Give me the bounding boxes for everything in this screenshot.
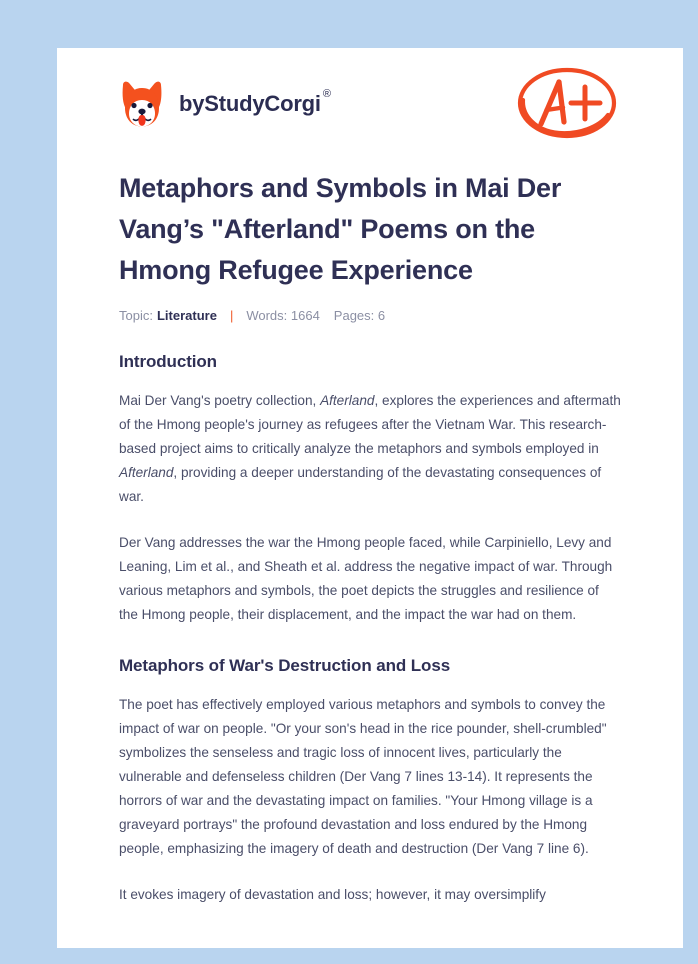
paragraph-text: , providing a deeper understanding of the devastating consequences of war. [119, 465, 602, 504]
body-paragraph [119, 509, 621, 627]
body-paragraph [119, 372, 621, 509]
document-meta [119, 308, 621, 323]
paragraph-text: It evokes imagery of devastation and loss; however, it may oversimplify [119, 887, 546, 902]
body-paragraph [119, 861, 621, 907]
meta-topic-label: Topic: [119, 308, 153, 323]
meta-topic-value[interactable]: Literature [156, 308, 217, 323]
paragraph-text: Mai Der Vang's poetry collection, [119, 393, 321, 408]
meta-separator: | [229, 308, 234, 323]
paragraph-text: Der Vang addresses the war the Hmong people faced, while Carpiniello, Levy and Leaning, Lim et al., and Sheath et al. address the negative impact of war. Through various metaphors and symbols, the poet depicts the struggles and resilience of the Hmong people, their displacement, and the impact the war had on them. [119, 535, 613, 622]
emphasis-text: Afterland [119, 465, 174, 480]
page-title: Metaphors and Symbols in Mai Der Vang’s "Afterland" Poems on the Hmong Refugee Experience [119, 173, 562, 285]
emphasis-text: Afterland [320, 393, 375, 408]
brand-title [179, 88, 331, 117]
meta-pages: Pages: 6 [333, 308, 386, 323]
section-heading: Introduction [119, 352, 217, 371]
section-heading: Metaphors of War's Destruction and Loss [119, 656, 451, 675]
registered-trademark-icon: ® [322, 88, 331, 100]
document-body [119, 323, 621, 907]
paragraph-text: , explores the experiences and aftermath of the Hmong people's journey as refugees after the Vietnam War. This research-based project aims to critically analyze the metaphors and symbols employed in [119, 393, 621, 456]
corgi-logo-icon [119, 80, 165, 128]
body-paragraph [119, 676, 621, 861]
meta-words: Words: 1664 [246, 308, 320, 323]
document-header [119, 48, 621, 152]
brand-name: StudyCorgi [204, 91, 321, 116]
document-page [57, 48, 683, 948]
a-plus-grade-badge-icon [513, 62, 621, 146]
brand-lockup[interactable] [119, 80, 329, 128]
paragraph-text: The poet has effectively employed various metaphors and symbols to convey the impact of war on people. "Or your son's head in the rice pounder, shell-crumbled" symbolizes the senseless and tragic loss of innocent lives, particularly the vulnerable and defenseless children (Der Vang 7 lines 13-14). It represents the horrors of war and the devastating impact on families. "Your Hmong village is a graveyard portrays" the profound devastation and loss endured by the Hmong people, emphasizing the imagery of death and destruction (Der Vang 7 line 6). [119, 697, 607, 856]
brand-prefix: by [179, 91, 205, 116]
